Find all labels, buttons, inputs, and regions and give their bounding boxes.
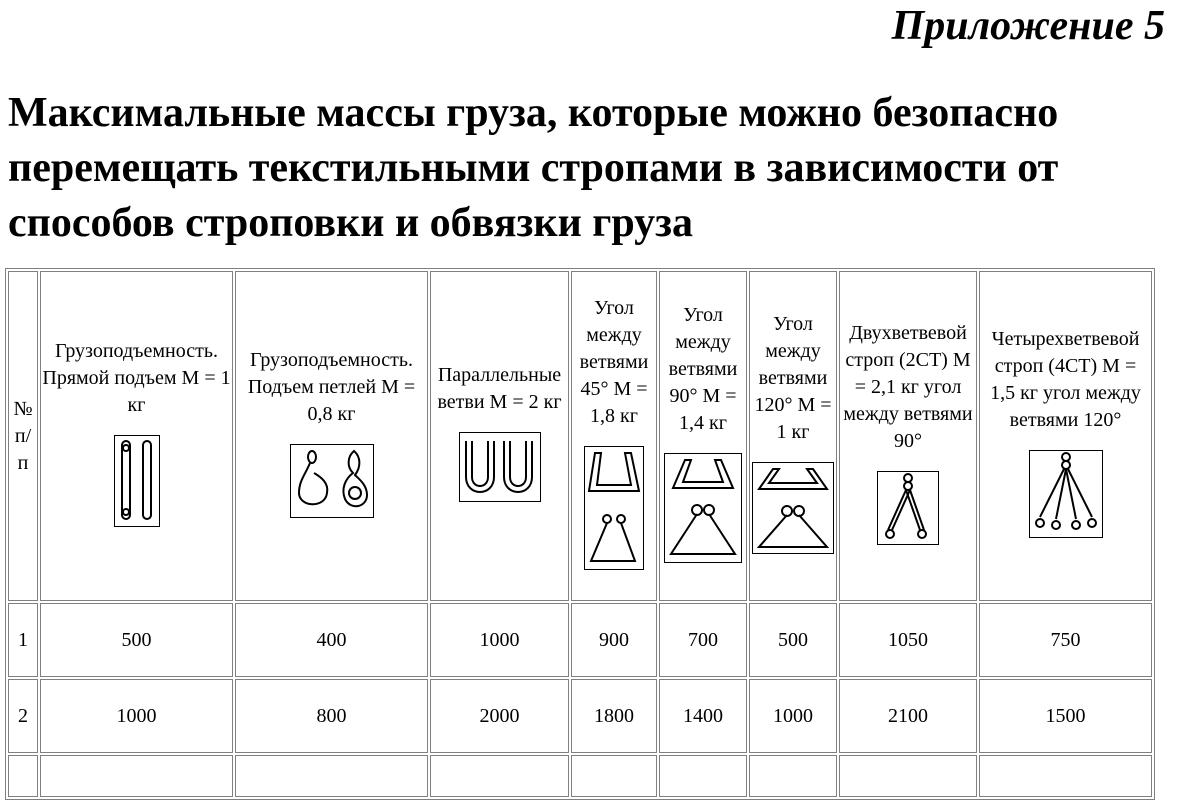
table-cell: 1400 xyxy=(659,679,747,753)
column-caption: Угол между ветвями 120° М = 1 кг xyxy=(754,312,832,443)
table-cell: 800 xyxy=(235,679,428,753)
row-number: 1 xyxy=(8,603,38,677)
sling-capacity-table xyxy=(5,268,1155,800)
table-cell xyxy=(979,755,1152,797)
column-caption: Угол между ветвями 45° М = 1,8 кг xyxy=(579,296,649,427)
column-caption: Двухветвевой строп (2СТ) М = 2,1 кг угол между ветвями 90° xyxy=(843,321,973,452)
table-cell xyxy=(749,755,837,797)
column-header xyxy=(430,271,569,601)
angle-90-icon xyxy=(664,453,742,563)
column-header xyxy=(659,271,747,601)
table-cell: 1000 xyxy=(749,679,837,753)
angle-120-icon xyxy=(752,462,834,554)
table-cell: 2000 xyxy=(430,679,569,753)
table-cell: 1800 xyxy=(571,679,657,753)
column-header xyxy=(235,271,428,601)
column-caption: Четырехветвевой строп (4СТ) М = 1,5 кг угол между ветвями 120° xyxy=(990,328,1141,431)
column-caption: Грузоподъемность. Подъем петлей М = 0,8 кг xyxy=(247,348,416,425)
parallel-branches-icon xyxy=(459,432,541,502)
table-cell: 500 xyxy=(749,603,837,677)
two-leg-sling-icon xyxy=(877,471,939,545)
table-cell xyxy=(235,755,428,797)
table-cell: 900 xyxy=(571,603,657,677)
choke-loop-icon xyxy=(290,444,374,518)
column-caption: Угол между ветвями 90° М = 1,4 кг xyxy=(668,303,738,434)
column-header xyxy=(749,271,837,601)
column-caption: Параллельные ветви М = 2 кг xyxy=(437,364,562,413)
table-cell xyxy=(839,755,977,797)
table-cell xyxy=(430,755,569,797)
column-header xyxy=(839,271,977,601)
table-cell xyxy=(40,755,233,797)
table-cell: 2100 xyxy=(839,679,977,753)
straight-sling-icon xyxy=(114,435,160,527)
row-number: 2 xyxy=(8,679,38,753)
table-row-partial xyxy=(8,755,1152,797)
table-cell: 700 xyxy=(659,603,747,677)
appendix-label: Приложение 5 xyxy=(891,3,1165,49)
column-header xyxy=(979,271,1152,601)
four-leg-sling-icon xyxy=(1029,450,1103,538)
table-cell: 1000 xyxy=(430,603,569,677)
column-header xyxy=(40,271,233,601)
table-cell: 750 xyxy=(979,603,1152,677)
table-cell: 400 xyxy=(235,603,428,677)
table-cell: 500 xyxy=(40,603,233,677)
table-header-row xyxy=(8,271,1152,601)
table-row xyxy=(8,603,1152,677)
table-cell xyxy=(571,755,657,797)
table-row xyxy=(8,679,1152,753)
table-cell: 1000 xyxy=(40,679,233,753)
table-cell: 1050 xyxy=(839,603,977,677)
num-header: № п/ п xyxy=(8,271,38,601)
column-caption: Грузоподъемность. Прямой подъем М = 1 кг xyxy=(42,339,231,416)
table-cell: 1500 xyxy=(979,679,1152,753)
page-title: Максимальные массы груза, которые можно безопасно перемещать текстильными стропами в зависимости от способов строповки и обвязки груза xyxy=(8,90,1059,246)
table-cell xyxy=(659,755,747,797)
table-cell xyxy=(8,755,38,797)
angle-45-icon xyxy=(584,446,644,570)
column-header xyxy=(571,271,657,601)
